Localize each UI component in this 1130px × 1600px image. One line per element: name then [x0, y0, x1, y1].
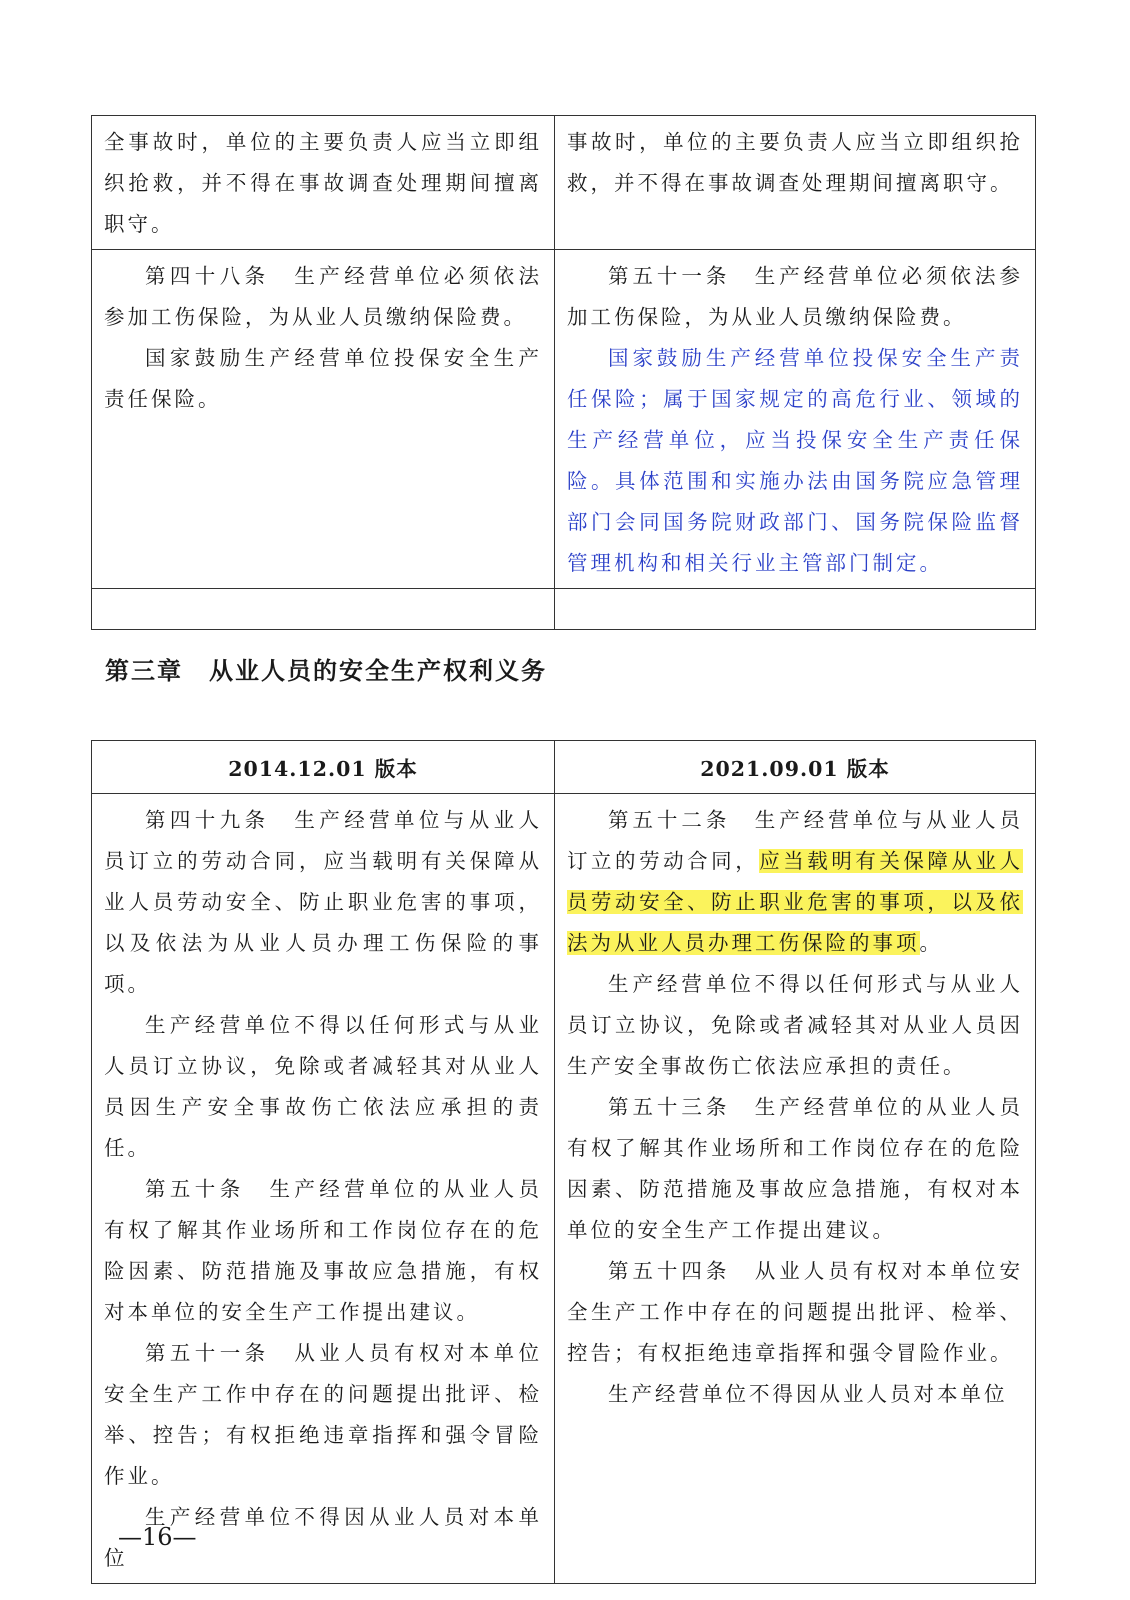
new-version-header: 2021.09.01 版本 [555, 741, 1036, 794]
highlighted-text: 应当载明有关保障从业人员劳动安全、防止职业危害的事项，以及依法为从业人员办理工伤保险的事项 [567, 849, 1024, 955]
paragraph: 生产经营单位不得因从业人员对本单位 [104, 1505, 542, 1570]
article-paragraph: 第五十一条 从业人员有权对本单位安全生产工作中存在的问题提出批评、检举、控告；有权拒绝违章指挥和强令冒险作业。 [104, 1341, 542, 1488]
new-version-cell [555, 116, 1036, 250]
empty-cell [92, 589, 555, 630]
article-paragraph: 第五十一条 生产经营单位必须依法参加工伤保险，为从业人员缴纳保险费。 [567, 264, 1023, 329]
new-version-cell [555, 250, 1036, 589]
old-version-header: 2014.12.01 版本 [92, 741, 555, 794]
table-row [92, 250, 1036, 589]
paragraph: 全事故时，单位的主要负责人应当立即组织抢救，并不得在事故调查处理期间擅离职守。 [104, 130, 542, 236]
article-paragraph: 第四十九条 生产经营单位与从业人员订立的劳动合同，应当载明有关保障从业人员劳动安全、防止职业危害的事项，以及依法为从业人员办理工伤保险的事项。 [104, 808, 542, 996]
paragraph: 国家鼓励生产经营单位投保安全生产责任保险。 [104, 346, 542, 411]
text-span: 。 [919, 931, 943, 955]
comparison-table-continued [91, 115, 1036, 630]
chapter-title: 第三章 从业人员的安全生产权利义务 [105, 657, 547, 685]
old-version-cell [92, 794, 555, 1584]
text-span: 第五十二条 生产经营单位与从业人员订立的劳动合同， [567, 808, 1023, 873]
old-version-cell [92, 250, 555, 589]
article-paragraph [567, 800, 1023, 964]
paragraph: 事故时，单位的主要负责人应当立即组织抢救，并不得在事故调查处理期间擅离职守。 [567, 130, 1023, 195]
article-paragraph: 第五十条 生产经营单位的从业人员有权了解其作业场所和工作岗位存在的危险因素、防范措施及事故应急措施，有权对本单位的安全生产工作提出建议。 [104, 1177, 542, 1324]
page-number: —16— [118, 1523, 197, 1551]
new-version-cell [555, 794, 1036, 1584]
table-row [92, 116, 1036, 250]
article-paragraph: 第五十三条 生产经营单位的从业人员有权了解其作业场所和工作岗位存在的危险因素、防范措施及事故应急措施，有权对本单位的安全生产工作提出建议。 [567, 1095, 1023, 1242]
changed-paragraph: 国家鼓励生产经营单位投保安全生产责任保险；属于国家规定的高危行业、领域的生产经营单位，应当投保安全生产责任保险。具体范围和实施办法由国务院应急管理部门会同国务院财政部门、国务院保险监督管理机构和相关行业主管部门制定。 [567, 346, 1023, 575]
comparison-table [91, 740, 1036, 1584]
article-paragraph: 第五十四条 从业人员有权对本单位安全生产工作中存在的问题提出批评、检举、控告；有权拒绝违章指挥和强令冒险作业。 [567, 1259, 1023, 1365]
empty-row [92, 589, 1036, 630]
article-paragraph: 第四十八条 生产经营单位必须依法参加工伤保险，为从业人员缴纳保险费。 [104, 264, 542, 329]
table-header-row [92, 741, 1036, 794]
paragraph: 生产经营单位不得以任何形式与从业人员订立协议，免除或者减轻其对从业人员因生产安全事故伤亡依法应承担的责任。 [567, 972, 1023, 1078]
empty-cell [555, 589, 1036, 630]
old-version-cell [92, 116, 555, 250]
paragraph: 生产经营单位不得以任何形式与从业人员订立协议，免除或者减轻其对从业人员因生产安全事故伤亡依法应承担的责任。 [104, 1013, 542, 1160]
paragraph: 生产经营单位不得因从业人员对本单位 [608, 1382, 1008, 1406]
table-row [92, 794, 1036, 1584]
